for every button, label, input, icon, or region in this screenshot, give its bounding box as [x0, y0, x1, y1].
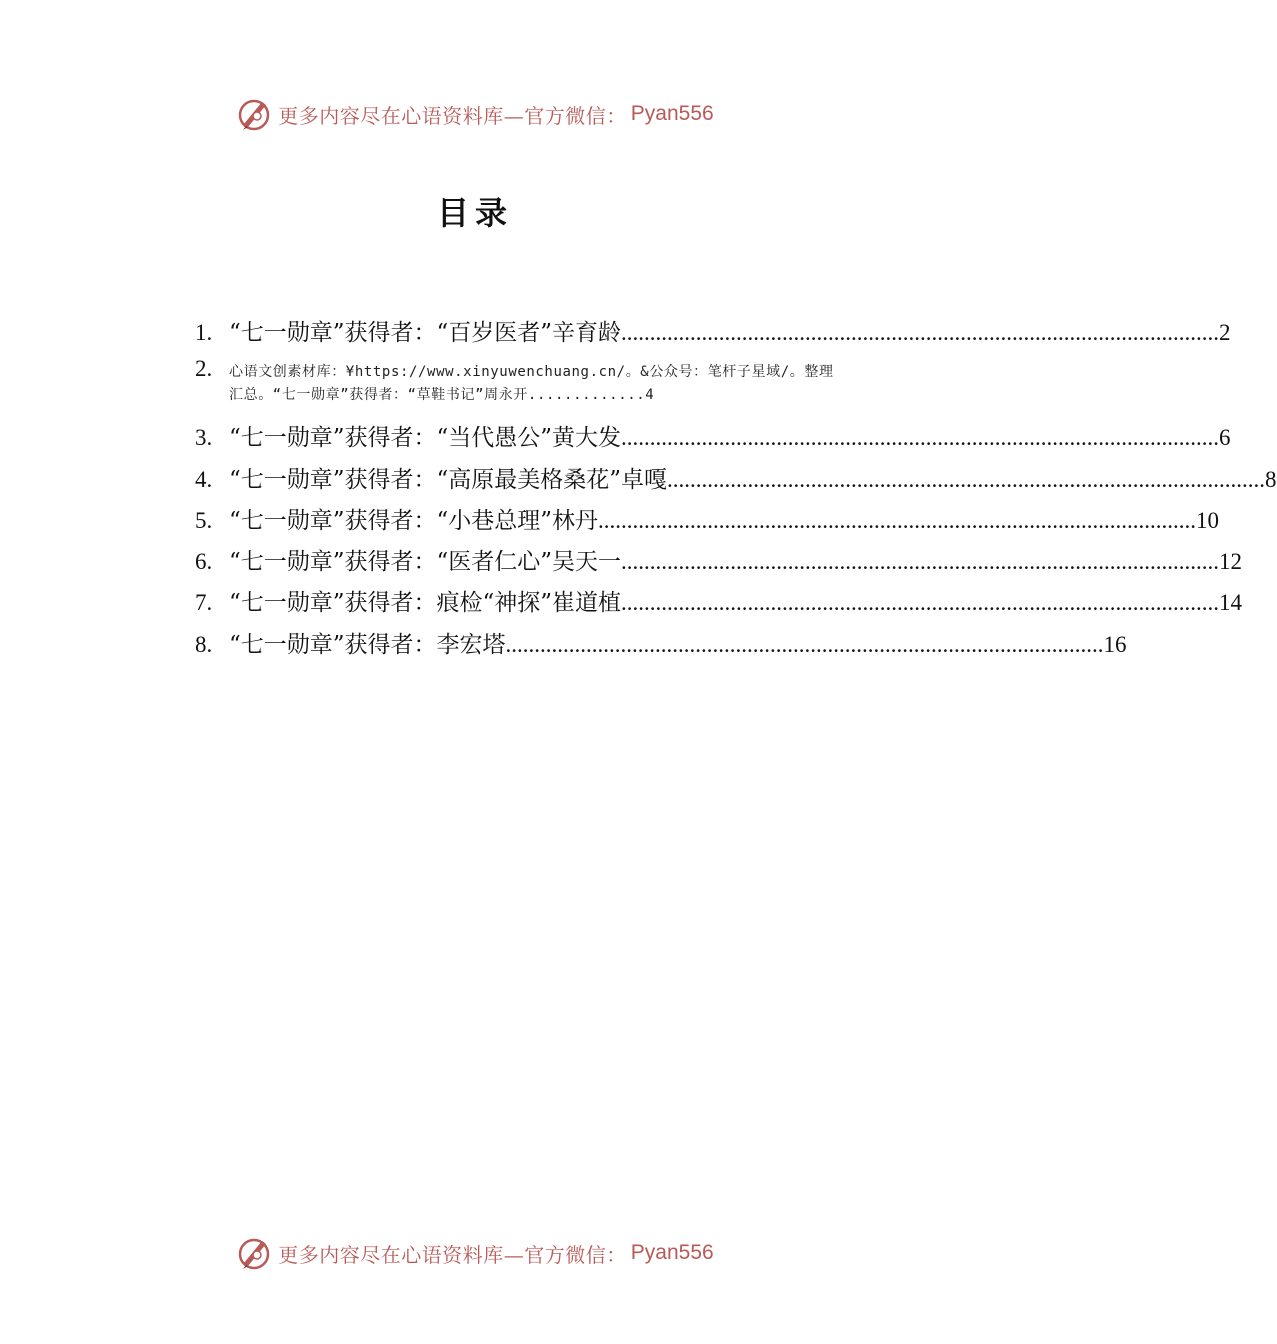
toc-item-page: 14	[1219, 590, 1243, 616]
pen-circle-logo-icon	[236, 96, 272, 132]
toc-item-page: 12	[1219, 549, 1243, 575]
toc-item-title: “七一勋章”获得者：“当代愚公”黄大发	[229, 425, 622, 452]
toc-item-title: “七一勋章”获得者：“百岁医者”辛育龄	[229, 320, 622, 346]
footer-banner	[0, 1233, 950, 1273]
toc-item-page: 4	[645, 387, 655, 404]
toc-item-2[interactable]	[195, 357, 835, 417]
toc-leader-dots: ........................................................................................................	[621, 549, 1220, 575]
toc-item-title: “七一勋章”获得者：“小巷总理”林丹	[229, 507, 599, 534]
toc-item-title: “七一勋章”获得者：“高原最美格桑花”卓嘎	[229, 466, 668, 493]
toc-item-6[interactable]	[195, 541, 1243, 582]
page-title: 目录	[436, 194, 513, 232]
banner-text: 更多内容尽在心语资料库—官方微信：	[278, 103, 627, 128]
toc-leader-dots: ........................................................................................................	[621, 590, 1220, 616]
toc-item-title: “七一勋章”获得者：李宏塔	[229, 631, 506, 658]
toc-leader-dots: ........................................................................................................	[667, 466, 1266, 492]
toc-item-number: 3.	[195, 425, 213, 451]
banner-text: 更多内容尽在心语资料库—官方微信：	[278, 1242, 627, 1267]
toc-item-page: 16	[1103, 631, 1127, 657]
toc-item-title: 心语文创素材库：¥https://www.xinyuwenchuang.cn/。&公众号：笔杆子星域/。整理汇总。“七一勋章”获得者：“草鞋书记”周永开.............4	[229, 364, 834, 404]
banner-wechat-id: Pyan556	[630, 1241, 714, 1264]
toc-item-page: 6	[1219, 425, 1231, 451]
toc-item-page: 2	[1219, 320, 1231, 345]
toc-item-3[interactable]	[195, 417, 1231, 458]
toc-leader-dots: ........................................................................................................	[598, 507, 1197, 533]
toc-item-7[interactable]	[195, 582, 1243, 623]
toc-item-page: 8	[1265, 466, 1277, 492]
toc-item-number: 7.	[195, 590, 213, 616]
toc-item-title: “七一勋章”获得者：痕检“神探”崔道植	[229, 590, 622, 617]
toc-item-number: 4.	[195, 466, 213, 492]
toc-item-8[interactable]	[195, 624, 1127, 665]
toc-item-number: 5.	[195, 507, 213, 533]
toc-item-1[interactable]	[195, 312, 1231, 353]
pen-circle-logo-icon	[236, 1235, 272, 1271]
table-of-contents	[195, 312, 1277, 665]
toc-leader-dots: ........................................................................................................	[505, 631, 1104, 657]
toc-item-number: 2.	[195, 356, 213, 382]
banner-wechat-id: Pyan556	[630, 102, 714, 125]
toc-leader-dots: ........................................................................................................	[621, 320, 1220, 345]
toc-item-number: 6.	[195, 549, 213, 575]
toc-leader-dots: ........................................................................................................	[621, 425, 1220, 451]
toc-item-number: 8.	[195, 631, 213, 657]
toc-item-5[interactable]	[195, 500, 1220, 541]
toc-item-4[interactable]	[195, 459, 1277, 500]
header-banner	[0, 94, 950, 134]
toc-item-title: “七一勋章”获得者：“医者仁心”吴天一	[229, 549, 622, 576]
toc-item-page: 10	[1196, 507, 1220, 533]
toc-item-number: 1.	[195, 320, 213, 345]
